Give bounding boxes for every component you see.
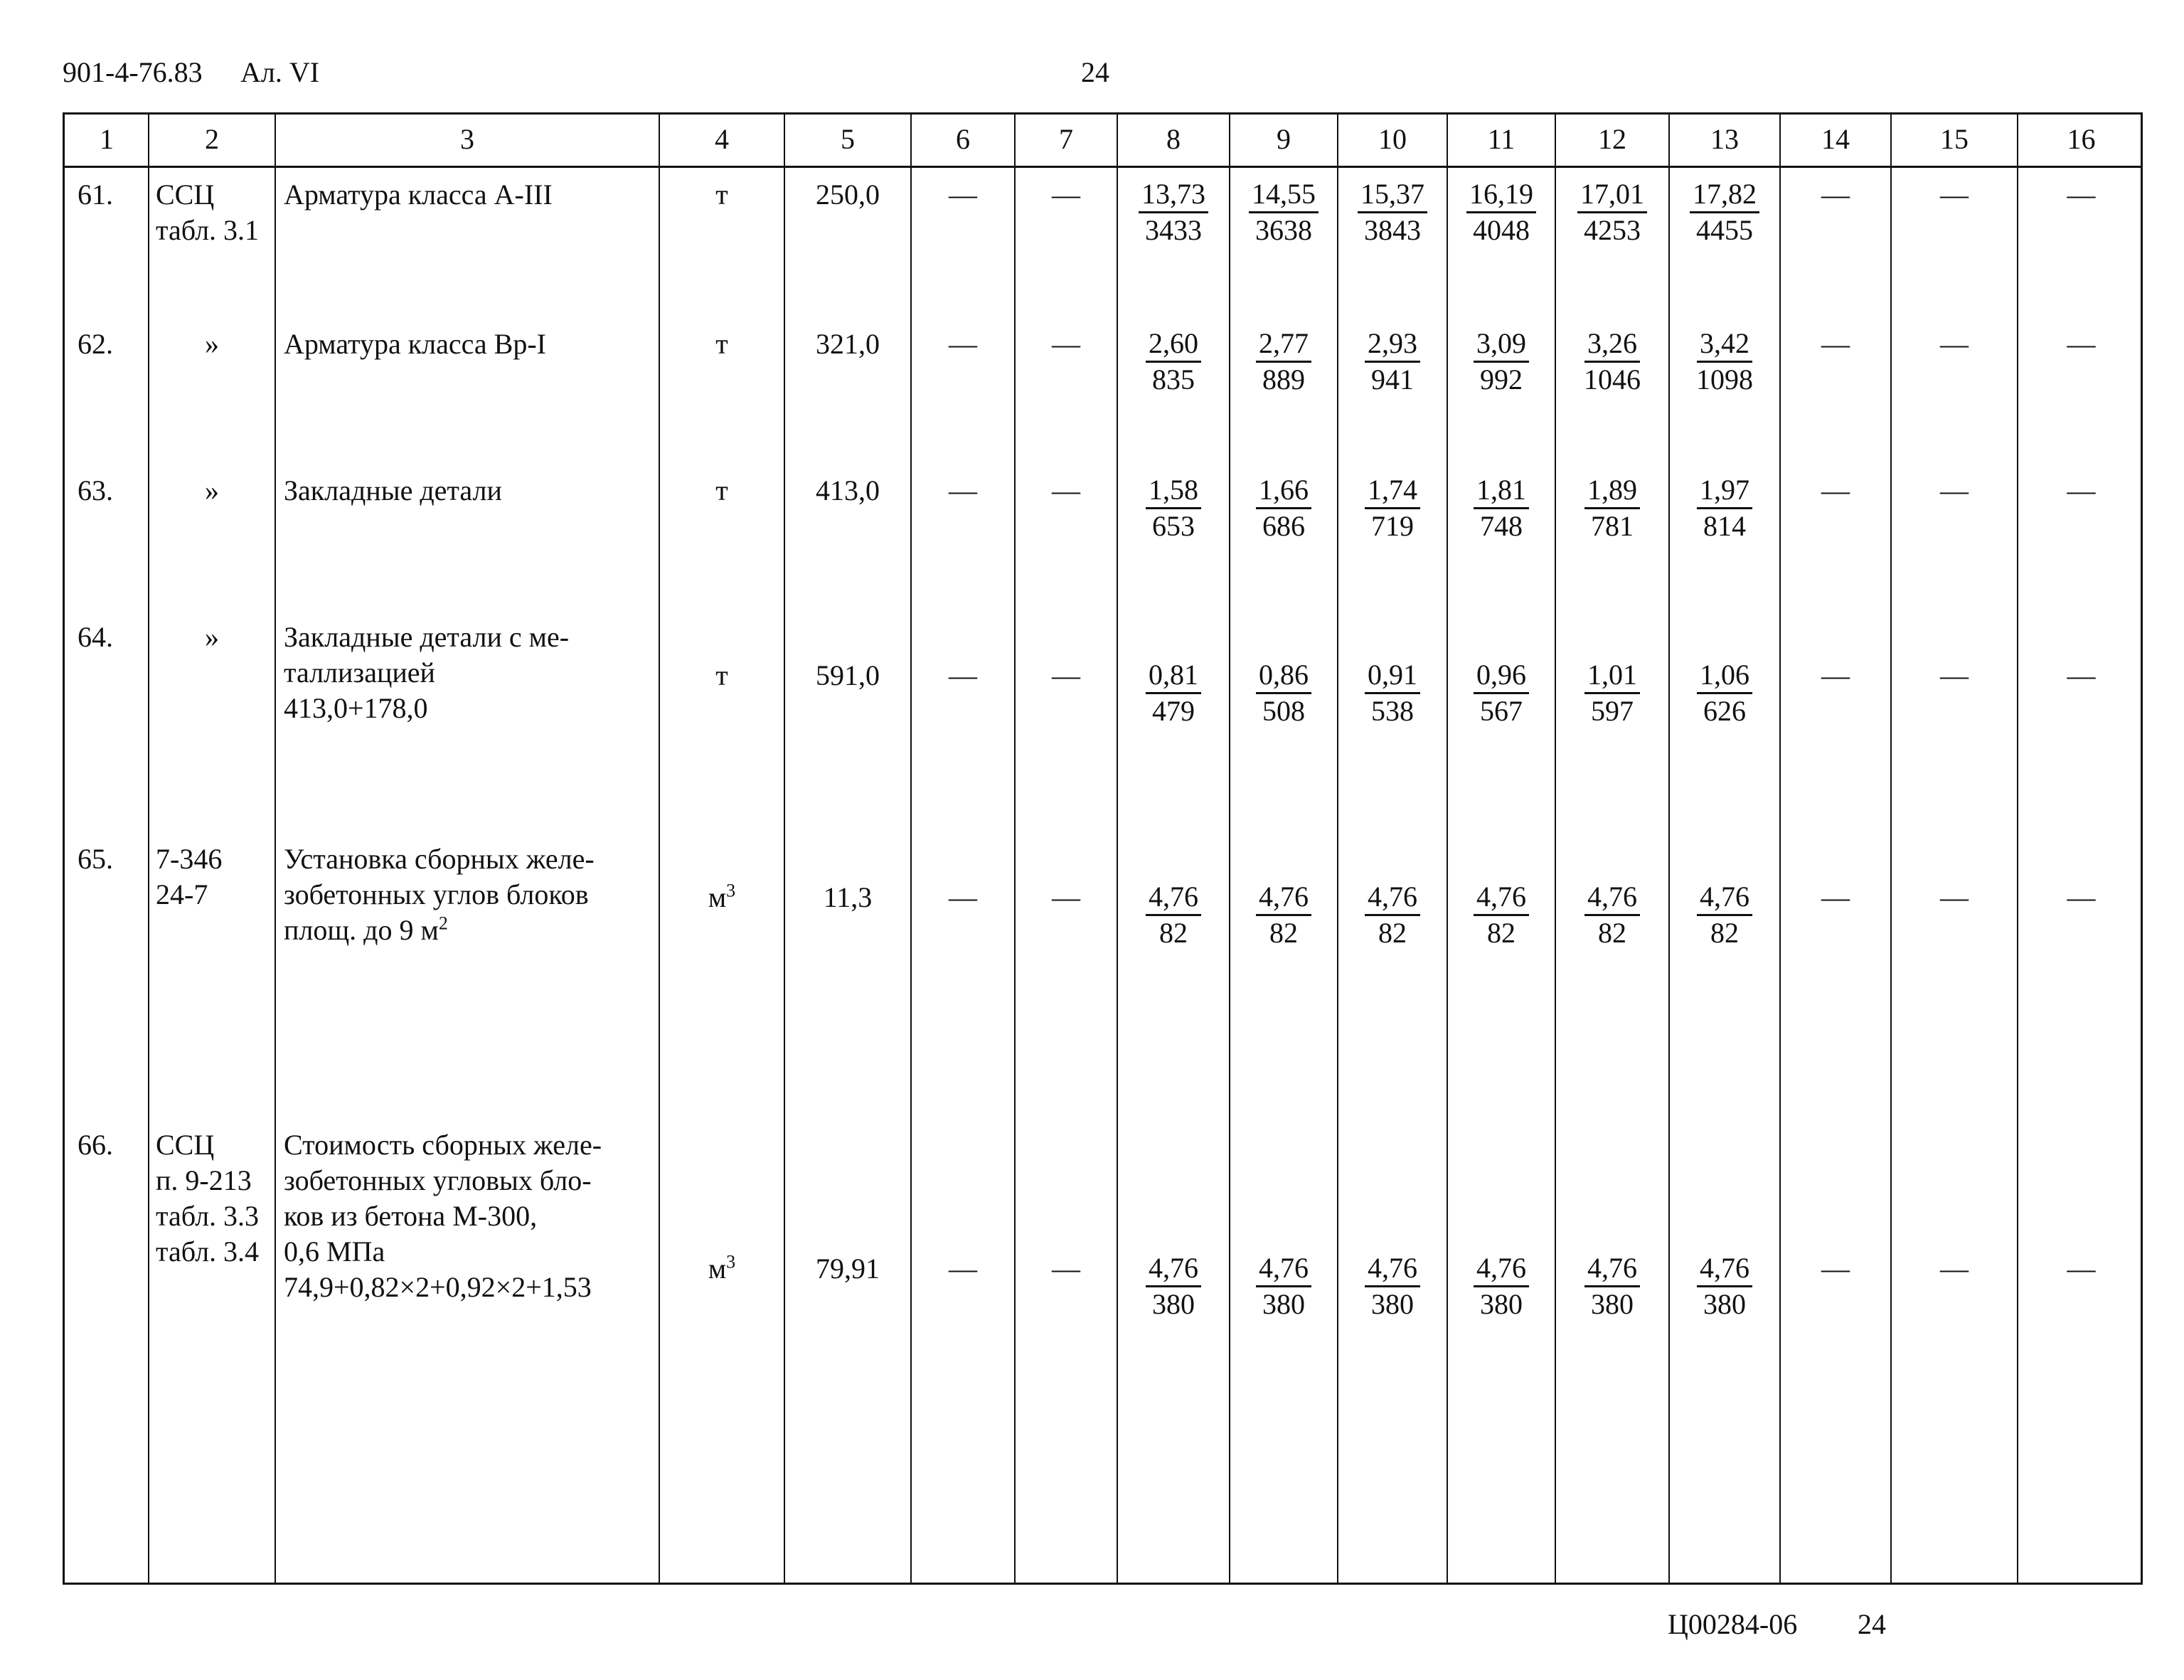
price-fraction	[1230, 177, 1338, 248]
fraction-numerator: 4,76	[1256, 1251, 1311, 1287]
price-fraction	[1669, 473, 1780, 543]
item-name-line	[284, 913, 654, 948]
fraction-numerator: 4,76	[1697, 880, 1752, 916]
footer-code: Ц00284-06	[1668, 1608, 1798, 1640]
fraction-numerator: 4,76	[1365, 880, 1420, 916]
column-15-value: —	[1940, 881, 1969, 913]
unit	[659, 326, 784, 362]
fraction-denominator: 653	[1152, 510, 1195, 542]
price-fraction	[1117, 1251, 1230, 1322]
item-name-line	[284, 1127, 654, 1163]
column-14-value: —	[1821, 328, 1850, 360]
reference-line: табл. 3.1	[156, 214, 260, 246]
price-fraction	[1117, 473, 1230, 543]
price-fraction	[1669, 326, 1780, 397]
item-name-line	[284, 473, 654, 509]
fraction-denominator: 82	[1159, 917, 1188, 949]
unit	[659, 658, 784, 693]
item-name-text: ков из бетона М-300,	[284, 1200, 538, 1232]
item-name-text: Закладные детали	[284, 474, 502, 506]
fraction-numerator: 4,76	[1474, 1251, 1529, 1287]
item-name-line	[284, 1163, 654, 1198]
item-name-line	[284, 1234, 654, 1270]
fraction-denominator: 380	[1262, 1288, 1305, 1320]
column-16-value: —	[2067, 179, 2096, 211]
item-name-text: Установка сборных желе-	[284, 843, 595, 875]
column-16-value: —	[2067, 1253, 2096, 1285]
reference-line: табл. 3.4	[156, 1235, 260, 1267]
item-name-text: Арматура класса А-III	[284, 179, 553, 211]
column-6-value: —	[949, 881, 977, 913]
price-fraction	[1669, 658, 1780, 728]
column-16-value: —	[2067, 328, 2096, 360]
reference-line: 24-7	[156, 878, 208, 910]
price-fraction	[1555, 326, 1669, 397]
price-fraction	[1447, 658, 1555, 728]
column-header: 12	[1598, 123, 1626, 155]
price-fraction	[1230, 880, 1338, 950]
fraction-numerator: 1,97	[1697, 473, 1752, 509]
column-header: 7	[1059, 123, 1073, 155]
price-fraction	[1117, 177, 1230, 248]
quantity: 321,0	[816, 328, 880, 360]
item-name-line	[284, 691, 654, 726]
column-15-value: —	[1940, 179, 1969, 211]
fraction-denominator: 508	[1262, 695, 1305, 727]
page-number-top: 24	[1081, 56, 1109, 88]
item-name-text: таллизацией	[284, 656, 435, 689]
fraction-numerator: 16,19	[1466, 177, 1536, 213]
fraction-numerator: 4,76	[1146, 1251, 1201, 1287]
fraction-numerator: 0,91	[1365, 658, 1420, 694]
price-fraction	[1230, 1251, 1338, 1322]
column-header: 10	[1378, 123, 1407, 155]
price-fraction	[1555, 1251, 1669, 1322]
column-header: 8	[1166, 123, 1181, 155]
price-fraction	[1230, 473, 1338, 543]
price-fraction	[1669, 177, 1780, 248]
price-fraction	[1338, 473, 1447, 543]
price-fraction	[1117, 326, 1230, 397]
fraction-numerator: 14,55	[1249, 177, 1319, 213]
header-divider	[65, 166, 2141, 168]
column-header: 15	[1940, 123, 1969, 155]
item-name-text: 74,9+0,82×2+0,92×2+1,53	[284, 1271, 592, 1303]
item-name-line	[284, 177, 654, 213]
fraction-denominator: 1046	[1584, 363, 1641, 395]
fraction-numerator: 1,58	[1146, 473, 1201, 509]
fraction-numerator: 3,42	[1697, 326, 1752, 363]
column-14-value: —	[1821, 474, 1850, 506]
fraction-numerator: 4,76	[1584, 880, 1640, 916]
unit-superscript: 3	[726, 1251, 736, 1272]
quantity: 413,0	[816, 474, 880, 506]
fraction-denominator: 748	[1480, 510, 1523, 542]
column-6-value: —	[949, 659, 977, 691]
row-number: 63.	[78, 474, 113, 506]
column-header: 4	[715, 123, 729, 155]
price-fraction	[1117, 658, 1230, 728]
item-name-line	[284, 877, 654, 913]
fraction-numerator: 0,86	[1256, 658, 1311, 694]
unit-text: т	[715, 474, 728, 506]
fraction-numerator: 2,93	[1365, 326, 1420, 363]
fraction-numerator: 1,01	[1584, 658, 1640, 694]
price-fraction	[1230, 658, 1338, 728]
footer-page-number: 24	[1858, 1608, 1886, 1640]
item-name-text: Закладные детали с ме-	[284, 621, 570, 653]
column-16-value: —	[2067, 881, 2096, 913]
column-header: 14	[1821, 123, 1850, 155]
item-name-line	[284, 655, 654, 691]
reference-line: 7-346	[156, 843, 223, 875]
reference-line: п. 9-213	[156, 1164, 252, 1196]
row-number: 62.	[78, 328, 113, 360]
fraction-denominator: 82	[1378, 917, 1407, 949]
reference-line: ССЦ	[156, 1129, 215, 1161]
item-name-text: зобетонных угловых бло-	[284, 1164, 592, 1196]
column-header: 1	[100, 123, 114, 155]
fraction-denominator: 686	[1262, 510, 1305, 542]
fraction-denominator: 3433	[1145, 214, 1202, 246]
fraction-numerator: 4,76	[1146, 880, 1201, 916]
price-fraction	[1447, 880, 1555, 950]
column-6-value: —	[949, 1253, 977, 1285]
reference-line: »	[205, 474, 219, 506]
fraction-numerator: 17,01	[1577, 177, 1647, 213]
quantity: 591,0	[816, 659, 880, 691]
column-header: 3	[460, 123, 474, 155]
item-name-line	[284, 841, 654, 877]
price-fraction	[1230, 326, 1338, 397]
fraction-denominator: 82	[1487, 917, 1516, 949]
fraction-denominator: 1098	[1696, 363, 1753, 395]
fraction-denominator: 4455	[1696, 214, 1753, 246]
price-fraction	[1555, 177, 1669, 248]
row-number: 65.	[78, 843, 113, 875]
fraction-denominator: 82	[1269, 917, 1298, 949]
column-7-value: —	[1052, 659, 1080, 691]
unit-text: т	[715, 328, 728, 360]
price-fraction	[1447, 326, 1555, 397]
reference-line: ССЦ	[156, 179, 215, 211]
quantity: 250,0	[816, 179, 880, 211]
fraction-denominator: 781	[1591, 510, 1634, 542]
column-16-value: —	[2067, 659, 2096, 691]
fraction-denominator: 4253	[1584, 214, 1641, 246]
column-6-value: —	[949, 474, 977, 506]
column-header: 16	[2067, 123, 2096, 155]
fraction-numerator: 4,76	[1256, 880, 1311, 916]
item-name-line	[284, 1198, 654, 1234]
album-label: Ал. VI	[240, 56, 320, 88]
price-fraction	[1338, 326, 1447, 397]
column-6-value: —	[949, 328, 977, 360]
fraction-numerator: 1,74	[1365, 473, 1420, 509]
unit-text: т	[715, 659, 728, 691]
column-16-value: —	[2067, 474, 2096, 506]
fraction-numerator: 4,76	[1584, 1251, 1640, 1287]
unit-superscript: 3	[726, 880, 736, 901]
fraction-denominator: 380	[1480, 1288, 1523, 1320]
price-fraction	[1338, 658, 1447, 728]
quantity: 79,91	[816, 1253, 880, 1285]
fraction-denominator: 889	[1262, 363, 1305, 395]
fraction-denominator: 941	[1371, 363, 1414, 395]
price-fraction	[1338, 177, 1447, 248]
column-header: 13	[1710, 123, 1739, 155]
column-15-value: —	[1940, 659, 1969, 691]
item-name-line	[284, 326, 654, 362]
reference-line: табл. 3.3	[156, 1200, 260, 1232]
fraction-numerator: 1,81	[1474, 473, 1529, 509]
price-fraction	[1555, 880, 1669, 950]
unit	[659, 1251, 784, 1287]
column-header: 5	[841, 123, 855, 155]
price-fraction	[1117, 880, 1230, 950]
superscript: 2	[438, 913, 448, 934]
fraction-denominator: 4048	[1473, 214, 1530, 246]
price-fraction	[1555, 473, 1669, 543]
item-name-text: площ. до 9 м	[284, 914, 439, 946]
fraction-denominator: 479	[1152, 695, 1195, 727]
fraction-numerator: 2,77	[1256, 326, 1311, 363]
column-14-value: —	[1821, 179, 1850, 211]
fraction-denominator: 380	[1371, 1288, 1414, 1320]
fraction-numerator: 3,09	[1474, 326, 1529, 363]
fraction-denominator: 82	[1710, 917, 1739, 949]
item-name-line	[284, 1270, 654, 1305]
fraction-denominator: 380	[1591, 1288, 1634, 1320]
fraction-numerator: 1,66	[1256, 473, 1311, 509]
fraction-denominator: 597	[1591, 695, 1634, 727]
quantity: 11,3	[823, 881, 873, 913]
fraction-numerator: 2,60	[1146, 326, 1201, 363]
fraction-numerator: 4,76	[1474, 880, 1529, 916]
fraction-denominator: 82	[1598, 917, 1626, 949]
price-fraction	[1669, 880, 1780, 950]
unit-text: т	[715, 179, 728, 211]
column-7-value: —	[1052, 328, 1080, 360]
fraction-denominator: 380	[1703, 1288, 1746, 1320]
fraction-denominator: 3843	[1364, 214, 1421, 246]
fraction-numerator: 4,76	[1365, 1251, 1420, 1287]
reference-line: »	[205, 621, 219, 653]
price-fraction	[1555, 658, 1669, 728]
column-14-value: —	[1821, 659, 1850, 691]
column-header: 11	[1487, 123, 1516, 155]
fraction-denominator: 626	[1703, 695, 1746, 727]
item-name-text: 0,6 МПа	[284, 1235, 385, 1267]
price-fraction	[1447, 473, 1555, 543]
row-number: 61.	[78, 179, 113, 211]
unit	[659, 177, 784, 213]
fraction-numerator: 0,96	[1474, 658, 1529, 694]
fraction-denominator: 380	[1152, 1288, 1195, 1320]
price-fraction	[1447, 177, 1555, 248]
price-fraction	[1338, 880, 1447, 950]
fraction-numerator: 4,76	[1697, 1251, 1752, 1287]
column-7-value: —	[1052, 1253, 1080, 1285]
item-name-text: 413,0+178,0	[284, 692, 428, 724]
column-15-value: —	[1940, 328, 1969, 360]
column-header: 6	[956, 123, 970, 155]
unit	[659, 473, 784, 509]
price-fraction	[1338, 1251, 1447, 1322]
item-name-text: Арматура класса Вр-I	[284, 328, 546, 360]
item-name-text: зобетонных углов блоков	[284, 878, 589, 910]
fraction-numerator: 1,06	[1697, 658, 1752, 694]
column-7-value: —	[1052, 474, 1080, 506]
fraction-denominator: 567	[1480, 695, 1523, 727]
fraction-numerator: 13,73	[1139, 177, 1208, 213]
fraction-denominator: 814	[1703, 510, 1746, 542]
column-header: 9	[1277, 123, 1291, 155]
column-7-value: —	[1052, 179, 1080, 211]
fraction-denominator: 719	[1371, 510, 1414, 542]
fraction-denominator: 992	[1480, 363, 1523, 395]
unit-text: м	[708, 881, 727, 913]
column-14-value: —	[1821, 881, 1850, 913]
price-fraction	[1669, 1251, 1780, 1322]
price-fraction	[1447, 1251, 1555, 1322]
reference-line: »	[205, 328, 219, 360]
unit-text: м	[708, 1253, 727, 1285]
row-number: 64.	[78, 621, 113, 653]
column-15-value: —	[1940, 474, 1969, 506]
fraction-numerator: 0,81	[1146, 658, 1201, 694]
column-15-value: —	[1940, 1253, 1969, 1285]
fraction-numerator: 15,37	[1358, 177, 1427, 213]
fraction-numerator: 3,26	[1584, 326, 1640, 363]
fraction-denominator: 835	[1152, 363, 1195, 395]
document-code: 901-4-76.83	[63, 56, 203, 88]
column-6-value: —	[949, 179, 977, 211]
column-7-value: —	[1052, 881, 1080, 913]
column-header: 2	[205, 123, 219, 155]
unit	[659, 880, 784, 915]
fraction-denominator: 538	[1371, 695, 1414, 727]
row-number: 66.	[78, 1129, 113, 1161]
item-name-line	[284, 620, 654, 655]
fraction-numerator: 1,89	[1584, 473, 1640, 509]
column-14-value: —	[1821, 1253, 1850, 1285]
estimate-table	[63, 112, 2143, 1585]
fraction-denominator: 3638	[1255, 214, 1312, 246]
fraction-numerator: 17,82	[1690, 177, 1759, 213]
item-name-text: Стоимость сборных желе-	[284, 1129, 602, 1161]
